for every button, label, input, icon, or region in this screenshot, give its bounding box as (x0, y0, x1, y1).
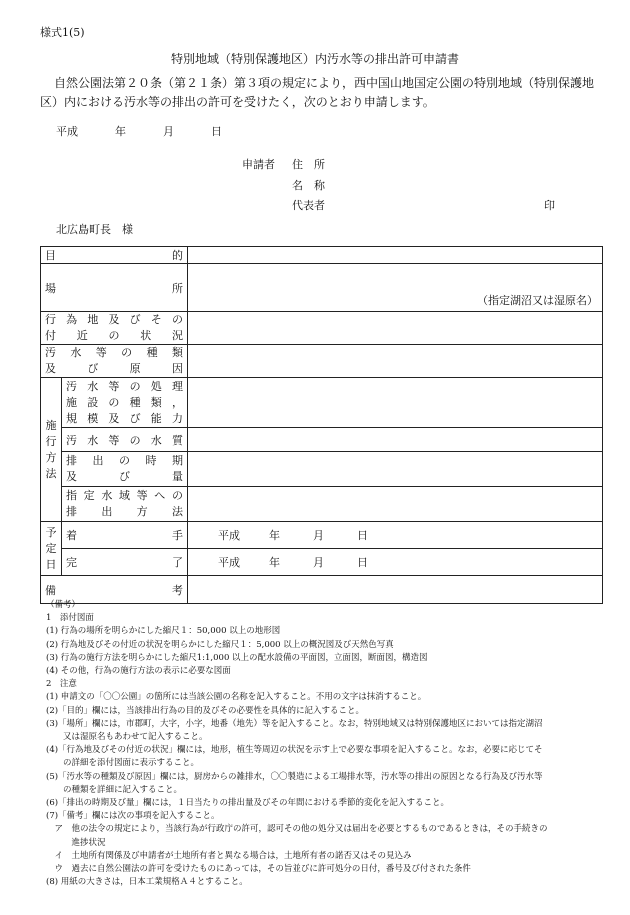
label-char: 設 (87, 395, 99, 409)
label-char: 水 (70, 346, 82, 359)
label-char: 了 (172, 556, 183, 569)
label-char: 等 (95, 346, 107, 359)
label-char: の (121, 346, 133, 359)
label-char: 水 (87, 433, 99, 447)
label-char: の (171, 489, 183, 502)
table-row (41, 312, 603, 345)
label-char: 能 (150, 411, 162, 425)
label-char: 為 (66, 313, 78, 326)
table-row (41, 345, 603, 378)
start-date-month: 月 (313, 529, 324, 542)
discharge-label-line1 (66, 488, 183, 504)
applicant-name-label: 名 称 (292, 179, 325, 192)
label-char: 種 (146, 346, 158, 359)
label-char: 着 (66, 529, 77, 542)
note-line: (8) 用紙の大きさは，日本工業規格Ａ４とすること。 (46, 877, 248, 888)
surroundings-label (41, 312, 188, 345)
start-date-era: 平成 (218, 529, 240, 542)
label-char: の (108, 329, 120, 342)
label-char: 及 (66, 470, 77, 483)
table-row (41, 549, 603, 576)
table-row (41, 378, 603, 428)
notes-section (46, 599, 606, 889)
label-char: 施 (66, 395, 77, 409)
note-line: (7)「備考」欄には次の事項を記入すること。 (46, 811, 220, 822)
table-row (41, 452, 603, 487)
label-char: 考 (172, 583, 183, 597)
vertical-label-char: 法 (45, 466, 57, 480)
note-line: の種類を詳細に記入すること。 (46, 784, 183, 795)
label-char: 量 (172, 470, 183, 483)
label-char: 排 (66, 454, 77, 467)
kind-label (41, 345, 188, 378)
table-row (41, 264, 603, 312)
label-char: 力 (171, 411, 183, 425)
label-char: び (119, 470, 130, 483)
date-year: 年 (115, 125, 126, 138)
start-label-text (66, 527, 183, 543)
label-char: 時 (145, 454, 157, 467)
table-row (41, 247, 603, 264)
note-line: (3) 行為の施行方法を明らかにした縮尺1:1,000 以上の配水設備の平面図，立面図，断面図，構造図 (46, 652, 428, 663)
label-char: ， (171, 395, 183, 409)
place-label-text (45, 280, 183, 296)
note-line: （備考） (46, 600, 81, 610)
label-char: 等 (108, 379, 120, 393)
date-era: 平成 (56, 125, 78, 138)
remarks-label-text (45, 582, 183, 598)
note-line: ア 他の法令の規定により，当該行為が行政庁の許可，認可その他の処分又は届出を必要とするものであるときは，その手続きの (46, 824, 548, 835)
label-char: 地 (87, 313, 99, 326)
label-char: 及 (45, 362, 56, 375)
start-label (62, 522, 188, 549)
kind-label-line1 (45, 345, 183, 361)
label-char: 及 (108, 411, 120, 425)
note-line: (5)「汚水等の種類及び原因」欄には，厨房からの雑排水，〇〇製造による工場排水等，汚水等の排出の原因となる行為及び汚水等 (46, 771, 543, 782)
label-char: 等 (136, 489, 148, 502)
label-char: 付 (45, 329, 56, 342)
discharge-field[interactable] (188, 487, 603, 522)
note-line: 進捗状況 (46, 837, 106, 848)
label-char: の (129, 433, 141, 447)
discharge-label (62, 487, 188, 522)
label-char: 出 (92, 454, 104, 467)
kind-label-line2 (45, 361, 183, 377)
end-date-month: 月 (313, 556, 324, 569)
purpose-label-text (45, 247, 183, 263)
label-char: 方 (136, 505, 148, 518)
start-date-field[interactable] (188, 522, 603, 549)
timing-label-line2 (66, 469, 183, 485)
end-label-text (66, 554, 183, 570)
start-date-year: 年 (269, 529, 280, 542)
label-char: 規 (66, 411, 77, 425)
label-char: 完 (66, 556, 77, 569)
label-char: 況 (172, 329, 183, 342)
end-label (62, 549, 188, 576)
note-line: (6)「排出の時期及び量」欄には，１日当たりの排出量及びその年間における季節的変化を記入すること。 (46, 798, 450, 809)
vertical-label-char: 日 (45, 557, 57, 571)
note-line: (2)「目的」欄には，当該排出行為の目的及びその必要性を具体的に記入すること。 (46, 705, 365, 716)
vertical-label-char: 予 (45, 525, 57, 539)
note-line: (3)「場所」欄には，市郡町，大字，小字，地番（地先）等を記入すること。なお，特別地域又は特別保護地区においては指定湖沼 (46, 718, 543, 729)
label-char: 行 (45, 313, 56, 326)
note-line: (1) 申請文の「〇〇公園」の箇所には当該公園の名称を記入すること。不用の文字は抹消すること。 (46, 692, 427, 703)
label-char: 出 (101, 505, 113, 518)
label-char: 水 (101, 489, 113, 502)
timing-label (62, 452, 188, 487)
purpose-label (41, 247, 188, 264)
label-char: 類 (150, 395, 162, 409)
addressee: 北広島町長 様 (56, 223, 133, 236)
label-char: の (171, 313, 183, 326)
label-char: そ (150, 313, 162, 326)
form-number: 様式1(5) (40, 26, 85, 39)
note-line: ウ 過去に自然公園法の許可を受けたものにあっては，その旨並びに許可処分の日付，番号及び付された条件 (46, 864, 471, 875)
label-char: の (119, 454, 130, 467)
application-date (56, 123, 222, 139)
label-char: 等 (108, 433, 120, 447)
schedule-group-label (41, 522, 62, 576)
label-char: の (129, 379, 141, 393)
label-char: へ (154, 489, 166, 502)
label-char: び (129, 411, 141, 425)
label-char: 及 (108, 313, 120, 326)
label-char: 模 (87, 411, 99, 425)
label-char: 法 (171, 505, 183, 518)
label-char: 所 (172, 281, 183, 295)
label-char: 状 (140, 329, 152, 342)
facility-field[interactable] (188, 378, 603, 428)
timing-field[interactable] (188, 452, 603, 487)
form-title: 特別地域（特別保護地区）内汚水等の排出許可申請書 (170, 52, 459, 66)
label-char: 質 (171, 433, 183, 447)
table-row (41, 428, 603, 452)
timing-label-line1 (66, 453, 183, 469)
place-note: （指定湖沼又は湿原名） (477, 294, 598, 307)
quality-label-text (66, 432, 183, 448)
label-char: 域 (118, 489, 130, 502)
note-line: の詳細を添付図面に表示すること。 (46, 758, 200, 769)
start-date-day: 日 (357, 529, 368, 542)
note-line: 又は湿原名もあわせて記入すること。 (46, 732, 208, 743)
application-table (40, 246, 603, 604)
table-row (41, 487, 603, 522)
label-char: 場 (45, 281, 56, 295)
label-char: 備 (45, 583, 56, 597)
quality-field[interactable] (188, 428, 603, 452)
label-char: 水 (87, 379, 99, 393)
surroundings-label-line2 (45, 328, 183, 344)
intro-paragraph: 自然公園法第２０条（第２１条）第３項の規定により，西中国山地国定公園の特別地域（特別保護地区）内における汚水等の排出の許可を受けたく，次のとおり申請します。 (40, 76, 595, 109)
label-char: 原 (129, 362, 141, 375)
applicant-representative-label: 代表者 (292, 199, 325, 212)
label-char: 指 (66, 489, 77, 502)
label-char: び (129, 313, 141, 326)
label-char: 理 (171, 379, 183, 393)
label-char: 手 (172, 529, 183, 542)
vertical-label-char: 行 (45, 434, 57, 448)
label-char: 近 (76, 329, 88, 342)
facility-label-line2 (66, 395, 183, 411)
vertical-label-char: 施 (45, 418, 57, 432)
quality-label (62, 428, 188, 452)
vertical-label-char: 定 (45, 541, 57, 555)
place-label (41, 264, 188, 312)
note-line: (4)「行為地及びその付近の状況」欄には，地形，植生等周辺の状況を示す上で必要な事項を記入すること。なお，必要に応じてそ (46, 745, 543, 756)
note-line: イ 土地所有関係及び申請者が土地所有者と異なる場合は，土地所有者の諾否又はその見込み (46, 850, 412, 861)
table-row (41, 522, 603, 549)
label-char: 汚 (66, 433, 77, 447)
end-date-year: 年 (269, 556, 280, 569)
end-date-day: 日 (357, 556, 368, 569)
vertical-label-char: 方 (45, 450, 57, 464)
facility-label-line3 (66, 411, 183, 427)
label-char: 期 (172, 454, 183, 467)
applicant-address-label: 住 所 (292, 158, 325, 171)
note-line: (4) その他，行為の施行方法の表示に必要な図面 (46, 666, 231, 677)
label-char: 定 (83, 489, 95, 502)
facility-label-line1 (66, 379, 183, 395)
surroundings-field[interactable] (188, 312, 603, 345)
label-char: 種 (129, 395, 141, 409)
seal-mark: 印 (544, 199, 555, 212)
label-char: 目 (45, 249, 56, 262)
label-char: 的 (172, 249, 183, 262)
label-char: 水 (150, 433, 162, 447)
label-char: 処 (150, 379, 162, 393)
label-char: 排 (66, 505, 77, 518)
purpose-field[interactable] (188, 247, 603, 264)
label-char: の (108, 395, 120, 409)
note-line: 1 添付図面 (46, 613, 94, 624)
label-char: 因 (171, 362, 183, 375)
surroundings-label-line1 (45, 312, 183, 328)
label-char: 汚 (66, 379, 77, 393)
label-char: 類 (171, 346, 183, 359)
note-line: (1) 行為の場所を明らかにした縮尺１：50,000 以上の地形図 (46, 626, 281, 637)
method-group-label (41, 378, 62, 522)
end-date-field[interactable] (188, 549, 603, 576)
date-day: 日 (211, 125, 222, 138)
applicant-label: 申請者 (242, 158, 275, 171)
facility-label (62, 378, 188, 428)
kind-field[interactable] (188, 345, 603, 378)
label-char: び (87, 362, 99, 375)
note-line: 2 注意 (46, 679, 77, 690)
place-field[interactable] (188, 264, 603, 312)
end-date-era: 平成 (218, 556, 240, 569)
label-char: 汚 (45, 346, 56, 359)
date-month: 月 (163, 125, 174, 138)
note-line: (2) 行為地及びその付近の状況を明らかにした縮尺１：5,000 以上の概況図及び天然色写真 (46, 639, 394, 650)
discharge-label-line2 (66, 504, 183, 520)
